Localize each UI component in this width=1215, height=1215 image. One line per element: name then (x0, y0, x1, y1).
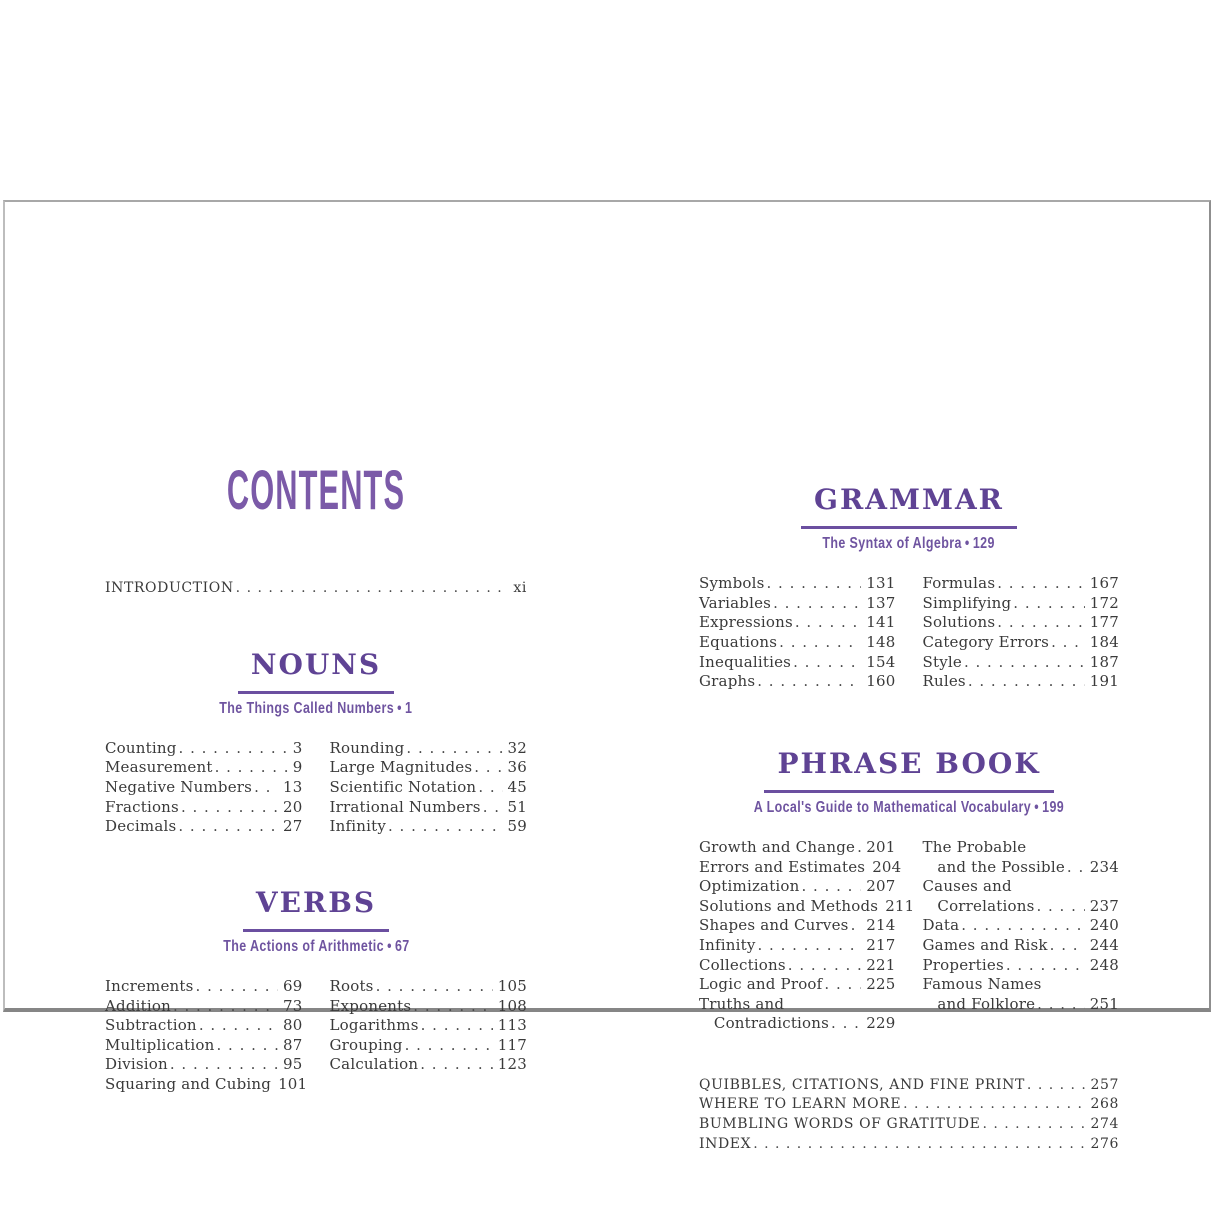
toc-entry-label: Famous Names (922, 975, 1042, 994)
bullet-separator: • (965, 535, 971, 553)
toc-entry (699, 1014, 896, 1034)
section-subtitle-text: A Local's Guide to Mathematical Vocabulary (753, 798, 1032, 816)
section-start-page: 129 (973, 535, 996, 553)
toc-entry-label: Causes and (922, 877, 1012, 896)
section-nouns-subtitle (105, 700, 527, 717)
toc-entry-label: Rounding (329, 738, 405, 757)
bullet-separator: • (386, 937, 392, 955)
dot-leader (179, 739, 288, 759)
toc-entry-label: INDEX (699, 1135, 752, 1152)
right-page-column (699, 472, 1119, 1154)
toc-entry-label: Equations (699, 632, 778, 651)
dot-leader (997, 574, 1085, 594)
toc-entry (699, 594, 896, 614)
toc-entry (699, 633, 896, 653)
dot-leader (478, 778, 502, 798)
toc-entry-label: Irrational Numbers (329, 797, 481, 816)
dot-leader (1037, 995, 1085, 1015)
dot-leader (199, 1016, 278, 1036)
dot-leader (1013, 594, 1084, 614)
toc-column (330, 977, 528, 1095)
toc-column (923, 838, 1120, 1034)
dot-leader (420, 1055, 493, 1075)
toc-entry-page: 274 (1090, 1116, 1119, 1133)
dot-leader (802, 877, 862, 897)
toc-entry (699, 653, 896, 673)
toc-entry-page: 131 (866, 574, 896, 593)
toc-entry (105, 817, 303, 837)
toc-entry-page: 20 (283, 797, 303, 816)
section-title: NOUNS (238, 649, 394, 694)
dot-leader (968, 672, 1085, 692)
toc-entry-label: Growth and Change (699, 837, 856, 856)
toc-column (699, 837, 915, 1034)
toc-entry-label: Division (105, 1055, 168, 1074)
toc-entry-label: Scientific Notation (329, 777, 477, 796)
dot-leader (178, 817, 278, 837)
toc-entry (699, 956, 896, 976)
toc-entry-page: 244 (1089, 935, 1119, 954)
section-subtitle-text: The Things Called Numbers (219, 699, 395, 717)
section-start-page: 67 (394, 937, 410, 955)
toc-entry-label: Fractions (105, 797, 179, 816)
toc-entry-label: Category Errors (922, 632, 1050, 651)
section-verbs-list (105, 977, 527, 1095)
toc-entry-label: Large Magnitudes (329, 758, 473, 777)
toc-entry-label: Exponents (329, 996, 412, 1015)
toc-entry-label: Logic and Proof (699, 975, 823, 994)
toc-entry-page: 105 (497, 976, 527, 995)
toc-entry-label: Inequalities (699, 652, 792, 671)
section-phrasebook-list (699, 838, 1119, 1034)
toc-entry-label: WHERE TO LEARN MORE (699, 1096, 902, 1113)
toc-entry (699, 1076, 1119, 1096)
toc-entry-page: 69 (283, 976, 303, 995)
toc-entry (923, 653, 1120, 673)
toc-entry (105, 997, 303, 1017)
dot-leader (1067, 858, 1085, 878)
dot-leader (421, 1016, 493, 1036)
toc-entry-page: 201 (866, 837, 896, 856)
toc-entry-label: Shapes and Curves (699, 916, 849, 935)
toc-column (699, 574, 896, 692)
backmatter-list (699, 1076, 1119, 1154)
toc-entry (330, 778, 528, 798)
toc-entry (923, 613, 1120, 633)
toc-entry (699, 857, 902, 878)
toc-entry-page: 160 (866, 672, 896, 691)
toc-entry-label: Roots (329, 976, 374, 995)
toc-entry (923, 672, 1120, 692)
section-grammar-subtitle (699, 535, 1119, 552)
toc-entry-label: Simplifying (922, 593, 1012, 612)
toc-entry-page: 257 (1090, 1076, 1119, 1093)
section-nouns-list (105, 739, 527, 837)
dot-leader (1006, 956, 1085, 976)
toc-entry-page: 214 (866, 916, 896, 935)
toc-entry-page: 101 (278, 1074, 308, 1093)
toc-entry (923, 574, 1120, 594)
toc-entry-page: 87 (283, 1035, 303, 1054)
toc-entry (699, 613, 896, 633)
toc-entry-label: Correlations (922, 896, 1035, 915)
book-page-frame (3, 200, 1211, 1152)
toc-entry-label: QUIBBLES, CITATIONS, AND FINE PRINT (699, 1076, 1025, 1093)
toc-entry (923, 956, 1120, 976)
toc-entry (923, 897, 1120, 917)
toc-entry-page: 268 (1090, 1096, 1119, 1113)
toc-entry (105, 1055, 303, 1075)
toc-entry-page: 211 (885, 896, 915, 915)
toc-entry-page: 108 (497, 996, 527, 1015)
toc-entry (923, 916, 1120, 936)
toc-entry-label: The Probable (922, 837, 1027, 856)
toc-entry (330, 817, 528, 837)
toc-entry-page: 27 (283, 817, 303, 836)
toc-column (923, 574, 1120, 692)
toc-entry (105, 758, 303, 778)
toc-entry (699, 975, 896, 995)
toc-column (330, 739, 528, 837)
toc-entry (330, 997, 528, 1017)
toc-entry-label: Negative Numbers (105, 777, 253, 796)
toc-entry-label: Logarithms (329, 1016, 419, 1035)
toc-entry-page: 141 (866, 613, 896, 632)
dot-leader (474, 758, 502, 778)
toc-entry-page: 217 (866, 935, 896, 954)
left-page-column (105, 458, 527, 1095)
section-verbs-subtitle (105, 938, 527, 955)
toc-entry-label: Truths and (699, 994, 785, 1013)
toc-entry (105, 798, 303, 818)
dot-leader (857, 838, 861, 858)
toc-entry-page: 59 (507, 817, 527, 836)
toc-entry (699, 672, 896, 692)
toc-entry-label: BUMBLING WORDS OF GRATITUDE (699, 1116, 981, 1133)
toc-entry (105, 1036, 303, 1056)
toc-entry (330, 758, 528, 778)
dot-leader (779, 633, 861, 653)
toc-entry-page: 229 (866, 1014, 896, 1033)
dot-leader (413, 997, 492, 1017)
dot-leader (982, 1115, 1085, 1135)
toc-entry (699, 1135, 1119, 1155)
dot-leader (376, 977, 493, 997)
toc-entry (330, 739, 528, 759)
dot-leader (1027, 1076, 1086, 1096)
dot-leader (406, 739, 502, 759)
toc-entry (923, 936, 1120, 956)
dot-leader (196, 977, 278, 997)
dot-leader (753, 1135, 1085, 1155)
section-phrasebook-subtitle (699, 799, 1119, 816)
toc-entry-label: and Folklore (922, 994, 1036, 1013)
toc-entry (699, 1115, 1119, 1135)
toc-entry (105, 977, 303, 997)
toc-entry-label: Decimals (105, 817, 177, 836)
toc-entry-label: Contradictions (699, 1014, 830, 1033)
toc-entry (699, 916, 896, 936)
toc-entry-label: Counting (105, 738, 177, 757)
toc-entry-page: 137 (866, 593, 896, 612)
section-title: VERBS (243, 887, 389, 932)
toc-entry-label: Solutions (922, 613, 996, 632)
toc-entry (699, 995, 896, 1015)
toc-entry-label: and the Possible (922, 857, 1065, 876)
dot-leader (758, 936, 862, 956)
page-title (105, 458, 527, 521)
dot-leader (793, 653, 861, 673)
toc-entry-label: Symbols (699, 574, 765, 593)
toc-entry-page: 204 (872, 857, 902, 876)
section-verbs-heading (105, 887, 527, 932)
toc-entry-page: 154 (866, 652, 896, 671)
toc-entry-label: Infinity (329, 817, 386, 836)
dot-leader (964, 653, 1085, 673)
toc-entry-page: 117 (497, 1035, 527, 1054)
toc-entry-page: 251 (1089, 994, 1119, 1013)
toc-entry-page: 45 (507, 777, 527, 796)
toc-entry (699, 896, 915, 917)
toc-entry-label: Increments (105, 976, 194, 995)
toc-entry-page: 240 (1089, 916, 1119, 935)
toc-entry-page: 95 (283, 1055, 303, 1074)
bullet-separator: • (397, 699, 403, 717)
dot-leader (773, 594, 861, 614)
toc-entry-page: 237 (1089, 896, 1119, 915)
toc-entry (330, 798, 528, 818)
toc-entry-page: 148 (866, 632, 896, 651)
dot-leader (217, 1036, 279, 1056)
toc-entry-label: Expressions (699, 613, 793, 632)
toc-entry-page: 172 (1089, 593, 1119, 612)
dot-leader (824, 975, 861, 995)
toc-entry (105, 1074, 308, 1095)
toc-entry-label: Graphs (699, 672, 756, 691)
dot-leader (1050, 936, 1085, 956)
toc-column (105, 739, 303, 837)
dot-leader (767, 574, 862, 594)
dot-leader (170, 1055, 278, 1075)
section-grammar-list (699, 574, 1119, 692)
dot-leader (215, 758, 288, 778)
toc-entry (105, 1016, 303, 1036)
toc-entry-page: 73 (283, 996, 303, 1015)
toc-entry-page: 225 (866, 975, 896, 994)
toc-entry-page: 207 (866, 877, 896, 896)
dot-leader (236, 579, 509, 599)
toc-entry-page: 248 (1089, 955, 1119, 974)
toc-entry-introduction (105, 579, 527, 599)
toc-entry-label: Calculation (329, 1055, 419, 1074)
toc-entry-label: Solutions and Methods (699, 896, 879, 915)
dot-leader (1051, 633, 1085, 653)
toc-entry-label: Subtraction (105, 1016, 197, 1035)
section-title: GRAMMAR (801, 484, 1017, 529)
toc-entry-page: 187 (1089, 652, 1119, 671)
toc-entry-label: Collections (699, 955, 786, 974)
toc-entry-label: Data (922, 916, 960, 935)
toc-entry-label: Grouping (329, 1035, 403, 1054)
toc-entry (923, 877, 1120, 897)
toc-entry (923, 594, 1120, 614)
dot-leader (788, 956, 861, 976)
dot-leader (254, 778, 278, 798)
bullet-separator: • (1034, 798, 1040, 816)
toc-entry-label: INTRODUCTION (105, 580, 234, 596)
dot-leader (851, 916, 862, 936)
toc-entry (330, 1016, 528, 1036)
dot-leader (961, 916, 1085, 936)
toc-entry-page: 32 (507, 738, 527, 757)
toc-entry-page: xi (513, 580, 527, 596)
dot-leader (1036, 897, 1084, 917)
dot-leader (903, 1095, 1085, 1115)
toc-entry-label: Squaring and Cubing (105, 1074, 272, 1093)
toc-entry-label: Infinity (699, 935, 756, 954)
toc-entry-page: 191 (1089, 672, 1119, 691)
toc-entry (699, 877, 896, 897)
section-subtitle-text: The Actions of Arithmetic (222, 937, 384, 955)
toc-entry-page: 113 (497, 1016, 527, 1035)
section-start-page: 199 (1042, 798, 1065, 816)
toc-entry (330, 1055, 528, 1075)
toc-entry-page: 9 (292, 758, 303, 777)
toc-entry (699, 838, 896, 858)
toc-entry-page: 123 (497, 1055, 527, 1074)
toc-entry-label: Style (922, 652, 962, 671)
toc-entry (105, 739, 303, 759)
section-subtitle-text: The Syntax of Algebra (822, 535, 963, 553)
toc-entry (105, 778, 303, 798)
section-grammar-heading (699, 484, 1119, 529)
toc-entry-page: 184 (1089, 632, 1119, 651)
toc-entry-page: 177 (1089, 613, 1119, 632)
section-title: PHRASE BOOK (764, 748, 1053, 793)
toc-entry-page: 167 (1089, 574, 1119, 593)
toc-entry-label: Formulas (922, 574, 996, 593)
toc-entry (923, 858, 1120, 878)
dot-leader (405, 1036, 493, 1056)
toc-entry-page: 276 (1090, 1135, 1119, 1152)
toc-entry (923, 975, 1120, 995)
toc-entry (699, 1095, 1119, 1115)
toc-entry-label: Rules (922, 672, 966, 691)
toc-entry-label: Optimization (699, 877, 800, 896)
dot-leader (173, 997, 278, 1017)
dot-leader (181, 798, 278, 818)
toc-entry-label: Measurement (105, 758, 213, 777)
toc-entry-page: 221 (866, 955, 896, 974)
toc-entry-label: Errors and Estimates (699, 857, 866, 876)
toc-entry (923, 838, 1120, 858)
toc-entry-page: 51 (507, 797, 527, 816)
toc-column (105, 976, 308, 1095)
dot-leader (795, 613, 861, 633)
dot-leader (757, 672, 861, 692)
toc-entry (330, 977, 528, 997)
toc-entry-page: 13 (283, 777, 303, 796)
toc-entry (330, 1036, 528, 1056)
toc-entry (923, 633, 1120, 653)
toc-entry-page: 36 (507, 758, 527, 777)
section-phrasebook-heading (699, 748, 1119, 793)
section-nouns-heading (105, 649, 527, 694)
toc-entry-label: Addition (105, 996, 171, 1015)
dot-leader (997, 613, 1084, 633)
section-start-page: 1 (405, 699, 413, 717)
toc-entry-label: Games and Risk (922, 935, 1048, 954)
toc-entry (699, 936, 896, 956)
dot-leader (388, 817, 503, 837)
toc-entry (699, 574, 896, 594)
dot-leader (831, 1014, 861, 1034)
toc-entry-label: Variables (699, 593, 772, 612)
dot-leader (483, 798, 503, 818)
toc-entry-page: 3 (292, 738, 303, 757)
toc-entry-page: 234 (1089, 857, 1119, 876)
toc-entry (923, 995, 1120, 1015)
toc-entry-page: 80 (283, 1016, 303, 1035)
toc-entry-label: Properties (922, 955, 1004, 974)
page-title-text: CONTENTS (226, 458, 406, 521)
toc-entry-label: Multiplication (105, 1035, 215, 1054)
